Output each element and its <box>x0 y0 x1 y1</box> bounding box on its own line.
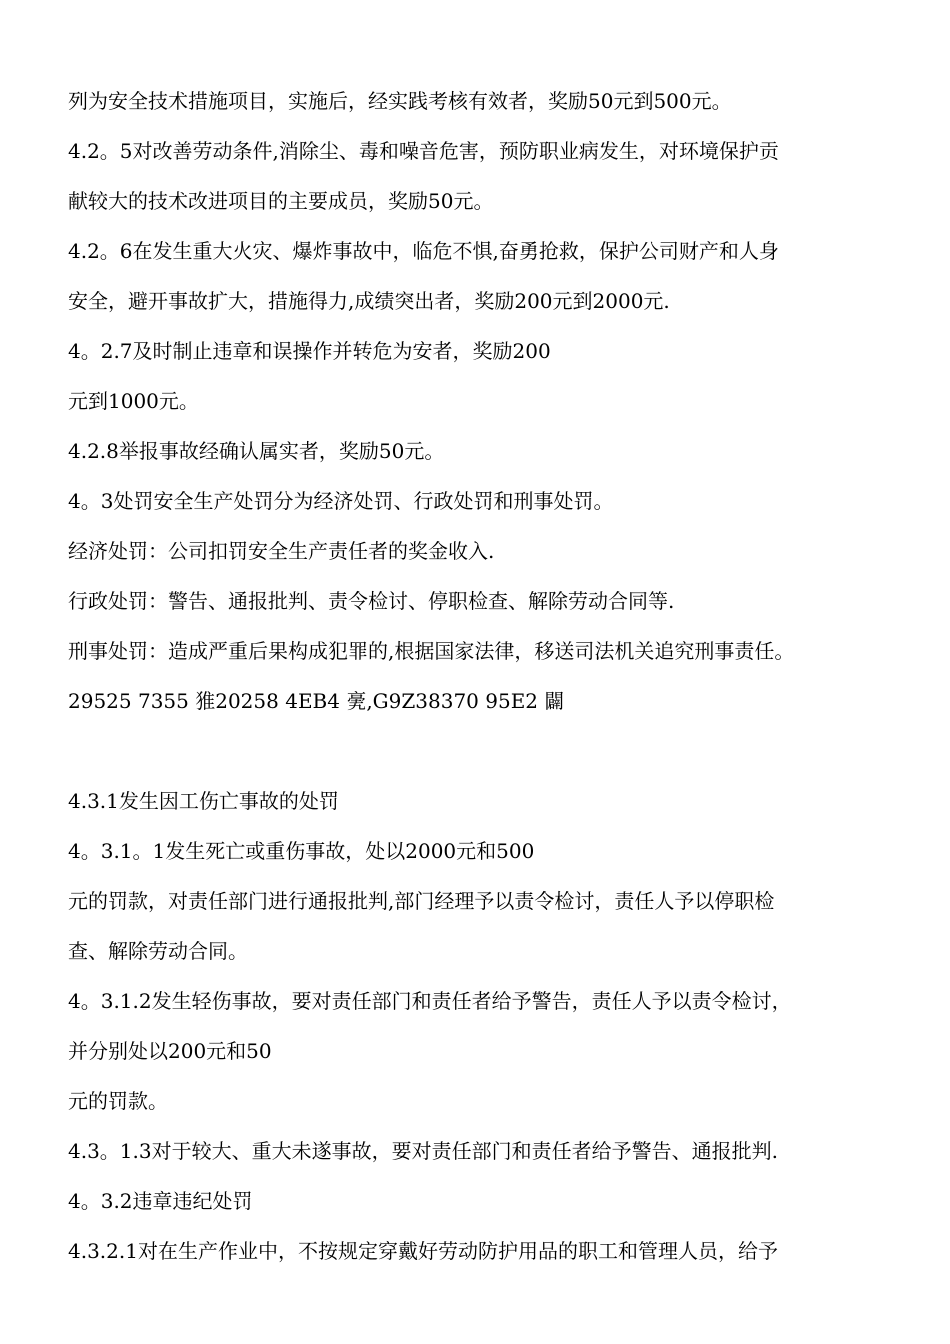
text-line-3: 献较大的技术改进项目的主要成员，奖励50元。 <box>68 189 494 213</box>
text-line-23: 4.3.2.1对在生产作业中，不按规定穿戴好劳动防护用品的职工和管理人员，给予 <box>68 1239 778 1263</box>
text-line-17: 查、解除劳动合同。 <box>68 939 248 963</box>
text-line-4: 4.2。6在发生重大火灾、爆炸事故中，临危不惧,奋勇抢救，保护公司财产和人身 <box>68 239 779 263</box>
text-line-9: 4。3处罚安全生产处罚分为经济处罚、行政处罚和刑事处罚。 <box>68 489 614 513</box>
text-line-10: 经济处罚：公司扣罚安全生产责任者的奖金收入. <box>68 539 495 563</box>
text-line-13: 29525 7355 猚20258 4EB4 亴,G9Z38370 95E2 闢 <box>68 689 565 713</box>
text-line-20: 元的罚款。 <box>68 1089 168 1113</box>
text-line-2: 4.2。5对改善劳动条件,消除尘、毒和噪音危害，预防职业病发生，对环境保护贡 <box>68 139 779 163</box>
text-line-18: 4。3.1.2发生轻伤事故，要对责任部门和责任者给予警告，责任人予以责令检讨， <box>68 989 792 1013</box>
text-line-5: 安全，避开事故扩大，措施得力,成绩突出者，奖励200元到2000元. <box>68 289 670 313</box>
text-line-8: 4.2.8举报事故经确认属实者，奖励50元。 <box>68 439 445 463</box>
text-line-15: 4。3.1。1发生死亡或重伤事故，处以2000元和500 <box>68 839 535 863</box>
text-line-16: 元的罚款，对责任部门进行通报批判,部门经理予以责令检讨，责任人予以停职检 <box>68 889 775 913</box>
text-line-22: 4。3.2违章违纪处罚 <box>68 1189 253 1213</box>
text-line-1: 列为安全技术措施项目，实施后，经实践考核有效者，奖励50元到500元。 <box>68 89 732 113</box>
text-line-14: 4.3.1发生因工伤亡事故的处罚 <box>68 789 339 813</box>
text-line-6: 4。2.7及时制止违章和误操作并转危为安者，奖励200 <box>68 339 551 363</box>
text-line-21: 4.3。1.3对于较大、重大未遂事故，要对责任部门和责任者给予警告、通报批判. <box>68 1139 778 1163</box>
text-line-7: 元到1000元。 <box>68 389 199 413</box>
text-line-11: 行政处罚：警告、通报批判、责令检讨、停职检查、解除劳动合同等. <box>68 589 675 613</box>
text-line-12: 刑事处罚：造成严重后果构成犯罪的,根据国家法律，移送司法机关追究刑事责任。 <box>68 639 795 663</box>
text-line-19: 并分别处以200元和50 <box>68 1039 272 1063</box>
